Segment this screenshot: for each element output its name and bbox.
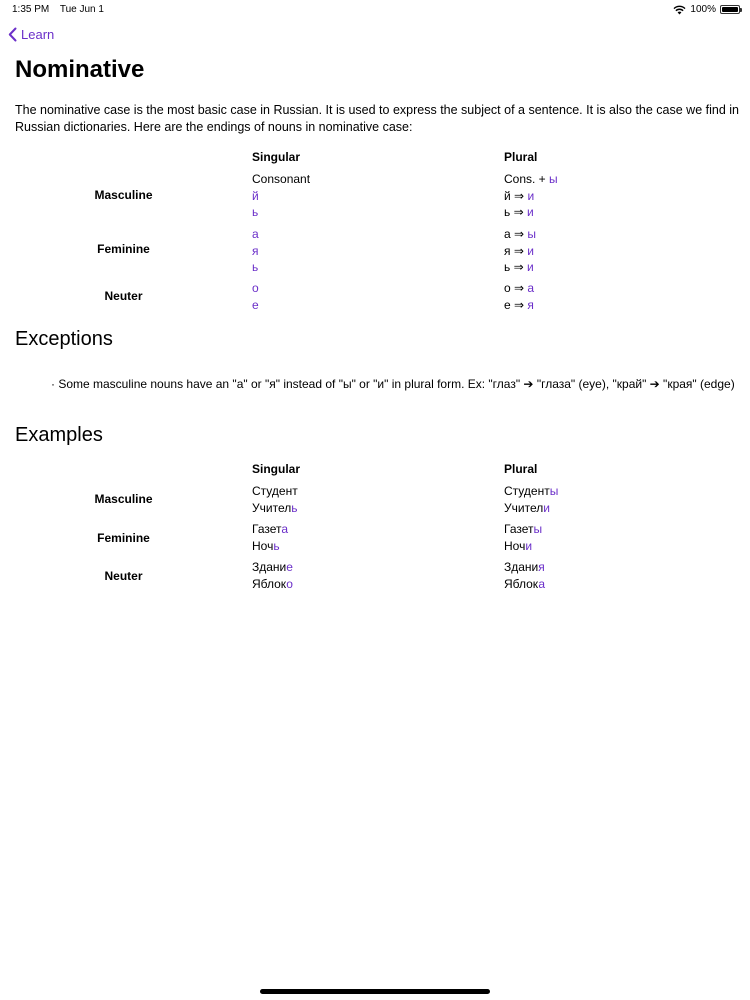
back-button[interactable] — [8, 27, 54, 42]
battery-icon — [720, 5, 740, 14]
exception-item: · Some masculine nouns have an "а" or "я" instead of "ы" or "и" in plural form. Ex: "глаз" ➔ "глаза" (eye), "край" ➔ "края" (edge) — [51, 377, 735, 391]
example-plural-masculine: Студенты Учители — [504, 484, 559, 515]
row-label-neuter: Neuter — [104, 289, 143, 303]
example-plural-feminine: Газеты Ночи — [504, 522, 543, 553]
column-header-singular: Singular — [252, 462, 301, 476]
example-singular-feminine: Газета Ночь — [252, 522, 289, 553]
column-header-plural: Plural — [504, 462, 538, 476]
row-label-masculine: Masculine — [94, 188, 153, 202]
singular-endings-feminine: а я ь — [252, 227, 259, 274]
plural-endings-feminine: а ⇒ ы я ⇒ и ь ⇒ и — [504, 227, 537, 274]
plural-endings-masculine: Cons. + ы й ⇒ и ь ⇒ и — [504, 172, 558, 219]
wifi-icon — [673, 5, 686, 15]
battery-percent: 100% — [690, 4, 716, 15]
singular-endings-masculine: Consonant й ь — [252, 172, 311, 219]
status-time: 1:35 PM — [12, 4, 50, 15]
row-label-feminine: Feminine — [97, 531, 150, 545]
column-header-plural: Plural — [504, 150, 538, 164]
examples-title: Examples — [15, 424, 103, 446]
row-label-feminine: Feminine — [97, 242, 150, 256]
column-header-singular: Singular — [252, 150, 301, 164]
home-indicator[interactable] — [260, 989, 490, 994]
chevron-left-icon — [8, 27, 17, 42]
page-title: Nominative — [15, 56, 145, 83]
plural-endings-neuter: о ⇒ а е ⇒ я — [504, 281, 535, 312]
back-label: Learn — [21, 27, 55, 42]
example-plural-neuter: Здания Яблока — [504, 560, 546, 591]
exceptions-title: Exceptions — [15, 328, 113, 350]
intro-text: The nominative case is the most basic case in Russian. It is used to express the subject of a sentence. It is also the case we find in Russian dictionaries. Here are the endings of nouns in nominative case: — [15, 103, 739, 134]
singular-endings-neuter: о е — [252, 281, 259, 312]
status-date: Tue Jun 1 — [59, 4, 104, 15]
row-label-neuter: Neuter — [104, 569, 143, 583]
row-label-masculine: Masculine — [94, 492, 153, 506]
example-singular-masculine: Студент Учитель — [252, 484, 298, 515]
example-singular-neuter: Здание Яблоко — [252, 560, 293, 591]
status-bar — [0, 0, 750, 18]
